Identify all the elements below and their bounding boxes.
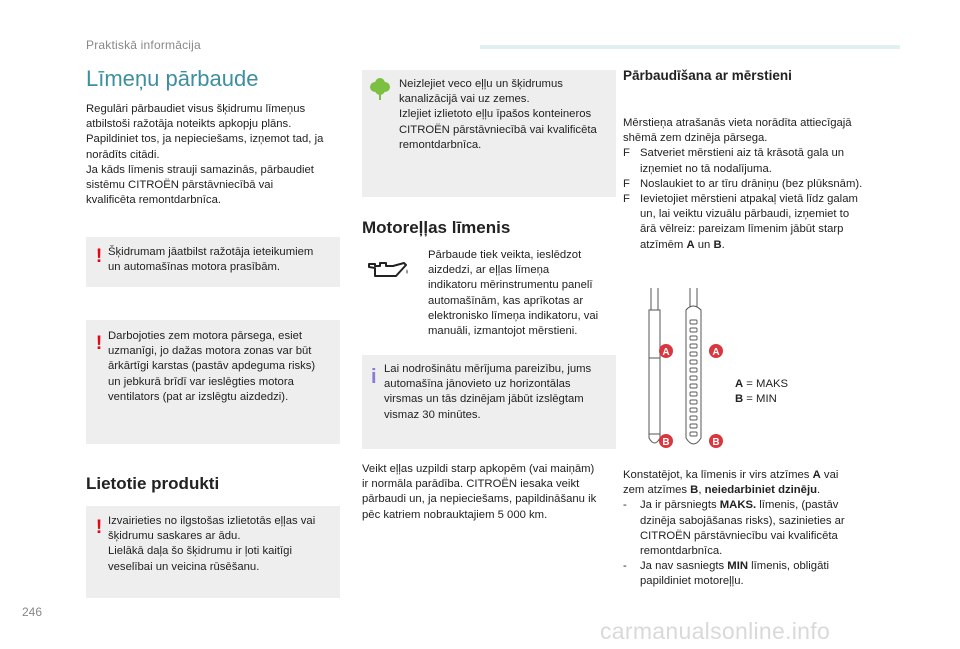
info-icon: i — [371, 366, 377, 388]
dipstick-legend: A = MAKS B = MIN — [735, 378, 789, 406]
info-text: Lai nodrošinātu mērījuma pareizību, jums automašīna jānovieto uz horizontālas virsmas un tās dzinējam jābūt izslēgtam vismaz 30 minūtes. — [384, 363, 592, 421]
oil-level-text: Pārbaude tiek veikta, ieslēdzot aizdedzi, ar eļļas līmeņa indikatoru mērinstrumentu panelī automašīnām, kas aprīkotas ar elektronisko līmeņa indikatoru, vai manuāli, izmantojot mērstieni. — [428, 249, 599, 338]
eco-box — [362, 70, 616, 197]
eco-leaf-icon — [369, 78, 391, 102]
dipstick-right — [686, 288, 701, 444]
watermark: carmanualsonline.info — [600, 618, 831, 644]
section-title-dipstick: Pārbaudīšana ar mērstieni — [623, 68, 792, 83]
svg-text:B: B — [712, 437, 720, 448]
step-item: F Ievietojiet mērstieni atpakaļ vietā līdz galam — [623, 193, 858, 206]
eco-text: Neizlejiet veco eļļu un šķidrumus kanalizācijā vai uz zemes. Izlejiet izlietoto eļļu īpašos konteineros CITROËN pārstāvniecībā vai kvalificēta remontdarbnīca. — [399, 78, 597, 151]
dipstick-left — [649, 288, 660, 443]
warning-icon: ! — [95, 517, 103, 538]
page-number: 246 — [22, 605, 43, 619]
dipstick-instructions: Mērstieņa atrašanās vieta norādīta attiecīgajā shēmā zem dzinēja pārsega. F Satveriet mērstieni aiz tā krāsotā gala un izņemiet no tā nodalījuma. F Noslaukiet to ar tīru drāniņu (bez plūksnām). F Ievietojiet mērstieni atpakaļ vietā līdz galam un, lai veiktu vizuālu pārbaudi, izņemiet to ārā vēlreiz: pareizam līmenim jābūt starp atzīmēm A un B. — [623, 116, 903, 253]
level-check-text: Konstatējot, ka līmenis ir virs atzīmes A vai zem atzīmes B, neiedarbiniet dzinēju. - Ja ir pārsniegts MAKS. līmenis, (pastāv dzinēja sabojāšanas risks), sazinieties ar CITROËN pārstāvniecību vai kvalificēta remontdarbnīca. - Ja nav sasniegts MIN līmenis, obligāti papildiniet motoreļļu. — [623, 468, 913, 590]
warning-icon: ! — [95, 246, 103, 267]
oil-can-icon — [366, 258, 410, 282]
svg-text:B: B — [662, 437, 670, 448]
step-item: F Noslaukiet to ar tīru drāniņu (bez plūksnām). — [623, 177, 863, 190]
section-title-oil-level: Motoreļļas līmenis — [362, 218, 511, 237]
step-item: F Satveriet mērstieni aiz tā krāsotā gala un — [623, 147, 845, 160]
marker-a-right — [709, 344, 723, 358]
warning-text: Šķidrumam jāatbilst ražotāja ieteikumiem un automašīnas motora prasībām. — [108, 246, 314, 274]
warning-text: Darbojoties zem motora pārsega, esiet uzmanīgi, jo dažas motora zonas var būt ārkārtīgi karstas (pastāv apdeguma risks) un jebkurā brīdī var ieslēgties motora ventilators (pat ar izslēgtu aizdedzi). — [108, 330, 316, 403]
intro-paragraph: Regulāri pārbaudiet visus šķidrumu līmeņus atbilstoši ražotāja noteikts apkopju plāns. Papildiniet tos, ja nepieciešams, izņemot tad, ja norādīts citādi. Ja kāds līmenis strauji samazinās, pārbaudiet sistēmu CITROËN pārstāvniecībā vai kvalificēta remontdarbnīca. — [86, 103, 324, 207]
warning-text: Izvairieties no ilgstošas izlietotās eļļas vai šķidrumu saskares ar ādu. Lielākā daļa šo šķidrumu ir ļoti kaitīgi veselībai un veicina rūsēšanu. — [108, 515, 316, 573]
svg-text:A: A — [712, 347, 720, 358]
marker-a-left — [659, 344, 673, 358]
info-box — [362, 355, 616, 449]
warning-box-fluids — [86, 237, 340, 287]
svg-text:A: A — [662, 347, 670, 358]
warning-icon: ! — [95, 333, 103, 354]
dipstick-diagram — [632, 288, 734, 460]
section-header: Praktiskā informācija — [86, 38, 201, 52]
page-title: Līmeņu pārbaude — [86, 66, 259, 91]
section-title-products: Lietotie produkti — [86, 474, 220, 493]
warning-box-products — [86, 506, 340, 598]
header-bar — [480, 45, 900, 49]
warning-box-engine — [86, 320, 340, 444]
list-item: - Ja nav sasniegts MIN līmenis, obligāti — [623, 560, 830, 573]
list-item: - Ja ir pārsniegts MAKS. līmenis, (pastāv — [623, 499, 839, 512]
marker-b-right — [709, 434, 723, 448]
oil-refill-text: Veikt eļļas uzpildi starp apkopēm (vai maiņām) ir normāla parādība. CITROËN iesaka veikt pārbaudi un, ja nepieciešams, papildināšanu ik pēc katriem nobrauktajiem 5 000 km. — [362, 463, 597, 521]
marker-b-left — [659, 434, 673, 448]
